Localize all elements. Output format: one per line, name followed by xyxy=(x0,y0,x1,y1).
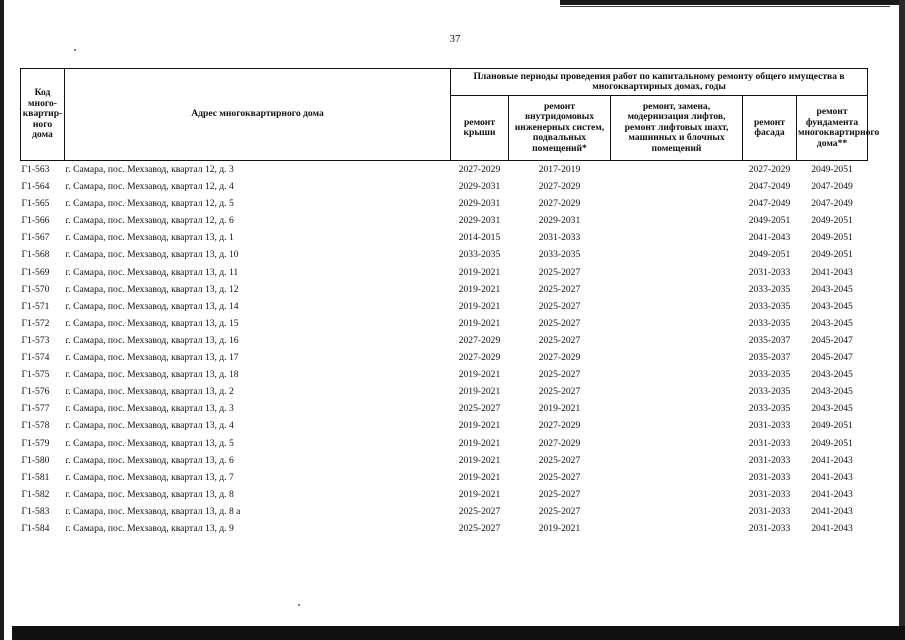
cell-address: г. Самара, пос. Мехзавод, квартал 13, д. 1 xyxy=(65,232,234,244)
cell-elevators xyxy=(611,229,743,246)
cell-roof: 2029-2031 xyxy=(458,181,501,193)
cell-facade: 2031-2033 xyxy=(748,522,791,534)
cell-address: г. Самара, пос. Мехзавод, квартал 13, д. 11 xyxy=(65,266,239,278)
cell-roof: 2029-2031 xyxy=(458,215,501,227)
cell-address: г. Самара, пос. Мехзавод, квартал 13, д. 5 xyxy=(65,437,234,449)
cell-roof: 2033-2035 xyxy=(458,249,501,261)
cell-systems: 2017-2019 xyxy=(538,164,581,175)
cell-code: Г1-577 xyxy=(21,403,50,415)
header-roof: ремонт крыши xyxy=(451,96,509,161)
cell-facade: 2035-2037 xyxy=(748,334,791,346)
cell-roof: 2027-2029 xyxy=(458,164,501,175)
cell-foundation: 2049-2051 xyxy=(811,215,853,227)
table-row xyxy=(21,417,868,434)
cell-facade: 2035-2037 xyxy=(748,352,791,364)
cell-address: г. Самара, пос. Мехзавод, квартал 13, д. 8 а xyxy=(65,505,241,517)
cell-address: г. Самара, пос. Мехзавод, квартал 13, д. 2 xyxy=(65,386,234,398)
cell-code: Г1-563 xyxy=(21,164,50,175)
cell-facade: 2033-2035 xyxy=(748,369,791,381)
cell-foundation: 2041-2043 xyxy=(811,454,853,466)
cell-systems: 2025-2027 xyxy=(538,505,581,517)
cell-address: г. Самара, пос. Мехзавод, квартал 13, д. 18 xyxy=(65,369,239,381)
cell-elevators xyxy=(611,349,743,366)
cell-facade: 2033-2035 xyxy=(748,403,791,415)
cell-elevators xyxy=(611,469,743,486)
cell-facade: 2041-2043 xyxy=(748,232,791,244)
cell-address: г. Самара, пос. Мехзавод, квартал 12, д. 5 xyxy=(65,198,234,210)
cell-foundation: 2045-2047 xyxy=(811,352,853,364)
cell-roof: 2025-2027 xyxy=(458,403,501,415)
cell-elevators xyxy=(611,161,743,179)
cell-systems: 2025-2027 xyxy=(538,300,581,312)
cell-code: Г1-568 xyxy=(21,249,50,261)
cell-facade: 2031-2033 xyxy=(748,488,791,500)
table-row xyxy=(21,486,868,503)
scan-edge-top xyxy=(560,0,905,5)
table-row xyxy=(21,315,868,332)
cell-roof: 2019-2021 xyxy=(458,283,501,295)
cell-code: Г1-571 xyxy=(21,300,50,312)
header-elevators: ремонт, замена, модернизация лифтов, ремонт лифтовых шахт, машинных и блочных помещений xyxy=(611,96,743,161)
scan-edge-left xyxy=(0,0,4,640)
cell-code: Г1-565 xyxy=(21,198,50,210)
cell-code: Г1-567 xyxy=(21,232,50,244)
cell-elevators xyxy=(611,246,743,263)
cell-code: Г1-575 xyxy=(21,369,50,381)
cell-systems: 2027-2029 xyxy=(538,198,581,210)
cell-roof: 2019-2021 xyxy=(458,488,501,500)
cell-elevators xyxy=(611,315,743,332)
cell-elevators xyxy=(611,520,743,537)
cell-code: Г1-574 xyxy=(21,352,50,364)
cell-elevators xyxy=(611,383,743,400)
table-body xyxy=(21,161,868,538)
repair-schedule-table xyxy=(20,68,880,537)
table-row xyxy=(21,349,868,366)
cell-systems: 2025-2027 xyxy=(538,266,581,278)
cell-foundation: 2047-2049 xyxy=(811,181,853,193)
table-row xyxy=(21,503,868,520)
cell-roof: 2019-2021 xyxy=(458,437,501,449)
table-row xyxy=(21,264,868,281)
cell-address: г. Самара, пос. Мехзавод, квартал 13, д. 7 xyxy=(65,471,234,483)
table-row xyxy=(21,452,868,469)
cell-systems: 2019-2021 xyxy=(538,403,581,415)
cell-code: Г1-580 xyxy=(21,454,50,466)
cell-code: Г1-583 xyxy=(21,505,50,517)
cell-foundation: 2047-2049 xyxy=(811,198,853,210)
header-foundation: ремонт фундамента многоквартирного дома** xyxy=(797,96,868,161)
table-row xyxy=(21,383,868,400)
cell-code: Г1-573 xyxy=(21,334,50,346)
cell-systems: 2025-2027 xyxy=(538,369,581,381)
cell-facade: 2031-2033 xyxy=(748,471,791,483)
cell-facade: 2033-2035 xyxy=(748,300,791,312)
cell-elevators xyxy=(611,212,743,229)
cell-elevators xyxy=(611,332,743,349)
cell-address: г. Самара, пос. Мехзавод, квартал 13, д. 9 xyxy=(65,522,234,534)
cell-roof: 2025-2027 xyxy=(458,522,501,534)
cell-address: г. Самара, пос. Мехзавод, квартал 13, д. 8 xyxy=(65,488,234,500)
cell-elevators xyxy=(611,178,743,195)
scan-speck xyxy=(298,604,300,606)
cell-foundation: 2043-2045 xyxy=(811,369,853,381)
cell-systems: 2025-2027 xyxy=(538,488,581,500)
cell-address: г. Самара, пос. Мехзавод, квартал 12, д. 3 xyxy=(65,164,234,175)
cell-systems: 2029-2031 xyxy=(538,215,581,227)
cell-foundation: 2049-2051 xyxy=(811,164,853,175)
cell-facade: 2047-2049 xyxy=(748,198,791,210)
cell-code: Г1-576 xyxy=(21,386,50,398)
header-code: Код много-квартир-ного дома xyxy=(21,69,65,161)
cell-facade: 2031-2033 xyxy=(748,454,791,466)
cell-roof: 2027-2029 xyxy=(458,352,501,364)
cell-code: Г1-584 xyxy=(21,522,50,534)
cell-code: Г1-566 xyxy=(21,215,50,227)
cell-foundation: 2041-2043 xyxy=(811,505,853,517)
cell-foundation: 2045-2047 xyxy=(811,334,853,346)
cell-code: Г1-570 xyxy=(21,283,50,295)
cell-code: Г1-582 xyxy=(21,488,50,500)
cell-code: Г1-572 xyxy=(21,317,50,329)
cell-facade: 2027-2029 xyxy=(748,164,791,175)
cell-address: г. Самара, пос. Мехзавод, квартал 13, д. 15 xyxy=(65,317,239,329)
cell-foundation: 2043-2045 xyxy=(811,403,853,415)
cell-systems: 2025-2027 xyxy=(538,454,581,466)
cell-code: Г1-564 xyxy=(21,181,50,193)
cell-address: г. Самара, пос. Мехзавод, квартал 13, д. 16 xyxy=(65,334,239,346)
cell-facade: 2031-2033 xyxy=(748,437,791,449)
cell-roof: 2019-2021 xyxy=(458,386,501,398)
table-row xyxy=(21,178,868,195)
cell-roof: 2029-2031 xyxy=(458,198,501,210)
cell-address: г. Самара, пос. Мехзавод, квартал 13, д. 10 xyxy=(65,249,239,261)
header-address: Адрес многоквартирного дома xyxy=(65,69,451,161)
cell-systems: 2025-2027 xyxy=(538,317,581,329)
cell-systems: 2025-2027 xyxy=(538,471,581,483)
header-systems: ремонт внутридомовых инженерных систем, подвальных помещений* xyxy=(509,96,611,161)
cell-foundation: 2041-2043 xyxy=(811,488,853,500)
table-row xyxy=(21,195,868,212)
cell-roof: 2019-2021 xyxy=(458,266,501,278)
table-row xyxy=(21,281,868,298)
cell-systems: 2027-2029 xyxy=(538,420,581,432)
cell-foundation: 2049-2051 xyxy=(811,420,853,432)
cell-facade: 2031-2033 xyxy=(748,266,791,278)
cell-elevators xyxy=(611,195,743,212)
cell-foundation: 2041-2043 xyxy=(811,522,853,534)
cell-foundation: 2041-2043 xyxy=(811,266,853,278)
cell-facade: 2033-2035 xyxy=(748,317,791,329)
cell-systems: 2025-2027 xyxy=(538,334,581,346)
cell-roof: 2019-2021 xyxy=(458,317,501,329)
cell-elevators xyxy=(611,435,743,452)
cell-roof: 2027-2029 xyxy=(458,334,501,346)
cell-foundation: 2043-2045 xyxy=(811,386,853,398)
cell-systems: 2025-2027 xyxy=(538,386,581,398)
cell-facade: 2047-2049 xyxy=(748,181,791,193)
cell-facade: 2031-2033 xyxy=(748,505,791,517)
table-row xyxy=(21,298,868,315)
cell-code: Г1-581 xyxy=(21,471,50,483)
scan-edge-bottom xyxy=(12,626,905,640)
cell-elevators xyxy=(611,486,743,503)
cell-elevators xyxy=(611,417,743,434)
cell-facade: 2033-2035 xyxy=(748,283,791,295)
cell-address: г. Самара, пос. Мехзавод, квартал 12, д. 4 xyxy=(65,181,234,193)
cell-address: г. Самара, пос. Мехзавод, квартал 13, д. 6 xyxy=(65,454,234,466)
cell-systems: 2019-2021 xyxy=(538,522,581,534)
cell-systems: 2027-2029 xyxy=(538,352,581,364)
cell-systems: 2027-2029 xyxy=(538,437,581,449)
cell-foundation: 2041-2043 xyxy=(811,471,853,483)
cell-roof: 2019-2021 xyxy=(458,300,501,312)
cell-roof: 2025-2027 xyxy=(458,505,501,517)
cell-roof: 2019-2021 xyxy=(458,471,501,483)
cell-foundation: 2049-2051 xyxy=(811,249,853,261)
cell-code: Г1-578 xyxy=(21,420,50,432)
cell-systems: 2027-2029 xyxy=(538,181,581,193)
cell-facade: 2049-2051 xyxy=(748,215,791,227)
cell-systems: 2033-2035 xyxy=(538,249,581,261)
table-row xyxy=(21,520,868,537)
cell-address: г. Самара, пос. Мехзавод, квартал 13, д. 14 xyxy=(65,300,239,312)
cell-roof: 2019-2021 xyxy=(458,420,501,432)
table-row xyxy=(21,469,868,486)
cell-elevators xyxy=(611,281,743,298)
cell-address: г. Самара, пос. Мехзавод, квартал 13, д. 17 xyxy=(65,352,239,364)
page-number: 37 xyxy=(449,33,461,45)
cell-systems: 2025-2027 xyxy=(538,283,581,295)
cell-foundation: 2049-2051 xyxy=(811,437,853,449)
cell-facade: 2049-2051 xyxy=(748,249,791,261)
cell-elevators xyxy=(611,298,743,315)
scan-speck xyxy=(74,49,76,51)
table-row xyxy=(21,332,868,349)
cell-elevators xyxy=(611,400,743,417)
table-row xyxy=(21,435,868,452)
cell-systems: 2031-2033 xyxy=(538,232,581,244)
cell-address: г. Самара, пос. Мехзавод, квартал 12, д. 6 xyxy=(65,215,234,227)
table-row xyxy=(21,366,868,383)
cell-address: г. Самара, пос. Мехзавод, квартал 13, д. 4 xyxy=(65,420,234,432)
cell-roof: 2014-2015 xyxy=(458,232,501,244)
cell-elevators xyxy=(611,366,743,383)
scan-edge-top-line xyxy=(560,6,890,7)
cell-facade: 2031-2033 xyxy=(748,420,791,432)
table-row xyxy=(21,161,868,179)
cell-foundation: 2049-2051 xyxy=(811,232,853,244)
cell-elevators xyxy=(611,452,743,469)
cell-code: Г1-569 xyxy=(21,266,50,278)
cell-code: Г1-579 xyxy=(21,437,50,449)
cell-elevators xyxy=(611,264,743,281)
cell-elevators xyxy=(611,503,743,520)
cell-foundation: 2043-2045 xyxy=(811,283,853,295)
cell-address: г. Самара, пос. Мехзавод, квартал 13, д. 12 xyxy=(65,283,239,295)
scan-edge-right xyxy=(899,0,905,640)
table-row xyxy=(21,246,868,263)
cell-roof: 2019-2021 xyxy=(458,454,501,466)
header-facade: ремонт фасада xyxy=(743,96,797,161)
cell-foundation: 2043-2045 xyxy=(811,317,853,329)
cell-roof: 2019-2021 xyxy=(458,369,501,381)
table-row xyxy=(21,229,868,246)
cell-facade: 2033-2035 xyxy=(748,386,791,398)
table-row xyxy=(21,212,868,229)
cell-address: г. Самара, пос. Мехзавод, квартал 13, д. 3 xyxy=(65,403,234,415)
cell-foundation: 2043-2045 xyxy=(811,300,853,312)
table-row xyxy=(21,400,868,417)
header-periods-group: Плановые периоды проведения работ по капитальному ремонту общего имущества в многоквартирных домах, годы xyxy=(451,69,868,96)
